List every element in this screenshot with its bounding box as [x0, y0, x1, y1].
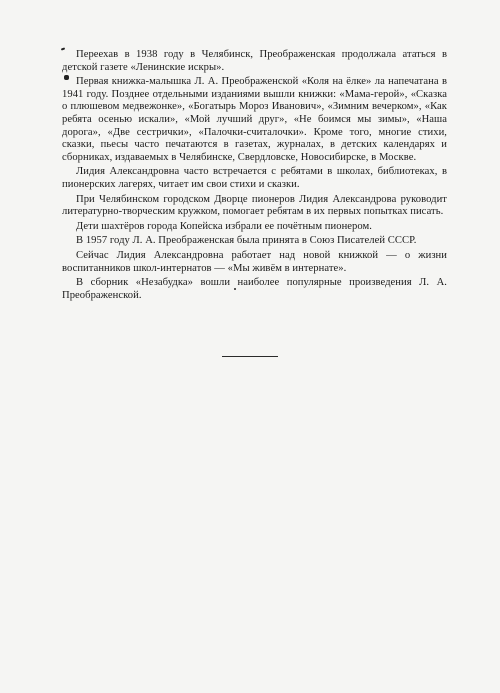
paragraph: Сейчас Лидия Александровна работает над новой книжкой — о жизни воспитанников школ-интернатов — «Мы живём в интернате». — [62, 249, 447, 274]
paragraph: Переехав в 1938 году в Челябинск, Преображенская продолжала ататься в детской газете «Ленинские искры». — [62, 49, 447, 73]
paragraph: В 1957 году Л. А. Преображенская была принята в Союз Писателей СССР. — [76, 235, 417, 247]
paragraph: Дети шахтёров города Копейска избрали ее почётным пионером. — [76, 220, 372, 232]
end-divider — [222, 356, 278, 357]
paragraph: При Челябинском городском Дворце пионеров Лидия Александрова руководит литературно-творческим кружком, помогает ребятам в их первых попытках писать. — [62, 193, 447, 218]
paragraph: Первая книжка-малышка Л. А. Преображенской «Коля на ёлке» ла напечатана в 1941 году. Позднее отдельными изданиями вышли книжки: «Мама-герой», «Сказка о плюшевом медвежонке», «Богатырь Мороз Иванович», «Зимним вечерком», «Как ребята осенью искали», «Мой лучший друг», «Не боимся мы зимы», «Наша дорога», «Две сестрички», «Палочки-считалочки». Кроме того, многие стихи, сказки, пьесы часто печатаются в газетах, журналах, в детских календарях и сборниках, издаваемых в Челябинске, Свердловске, Новосибирске, в Москве. — [62, 76, 447, 163]
paragraph: Лидия Александровна часто встречается с ребятами в школах, библиотеках, в пионерских лагерях, читает им свои стихи и сказки. — [62, 166, 447, 190]
body-text — [62, 49, 447, 304]
paragraph: В сборник «Незабудка» вошли наиболее популярные произведения Л. А. Преображенской. — [62, 277, 447, 301]
